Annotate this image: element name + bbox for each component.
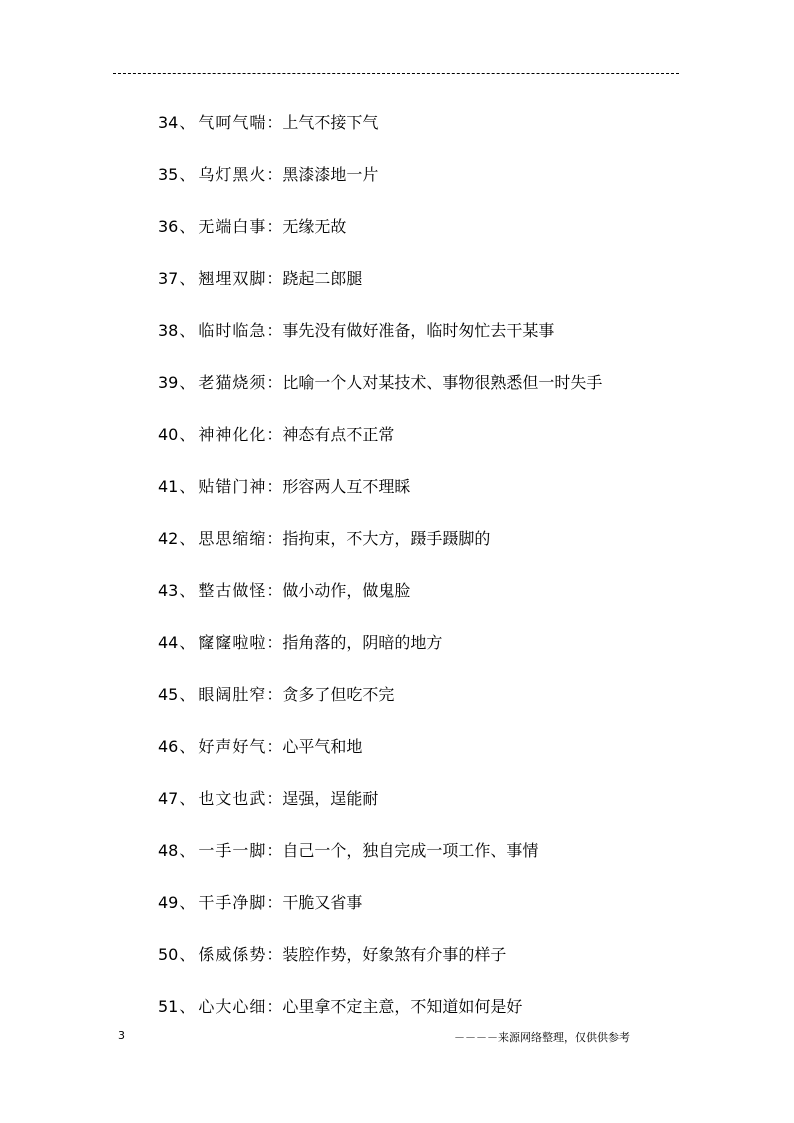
entry-definition: 逞强，逞能耐 [282, 789, 379, 808]
list-item [158, 679, 602, 731]
entry-separator: 、 [179, 373, 196, 392]
entry-colon: ： [266, 997, 283, 1016]
entry-colon: ： [266, 165, 283, 184]
entry-number: 49 [158, 893, 179, 912]
entry-number: 42 [158, 529, 179, 548]
list-item [158, 471, 602, 523]
list-item [158, 367, 602, 419]
entry-separator: 、 [179, 789, 196, 808]
entry-colon: ： [266, 529, 283, 548]
entry-definition: 心平气和地 [282, 737, 363, 756]
entry-colon: ： [266, 945, 283, 964]
idiom-list [158, 107, 602, 1043]
entry-separator: 、 [179, 893, 196, 912]
entry-separator: 、 [179, 165, 196, 184]
entry-colon: ： [266, 737, 283, 756]
entry-definition: 黑漆漆地一片 [282, 165, 379, 184]
entry-term: 神神化化 [198, 425, 267, 444]
entry-definition: 事先没有做好准备，临时匆忙去干某事 [282, 321, 555, 340]
entry-separator: 、 [179, 425, 196, 444]
entry-number: 41 [158, 477, 179, 496]
list-item [158, 159, 602, 211]
entry-colon: ： [266, 581, 283, 600]
entry-colon: ： [266, 373, 283, 392]
entry-number: 48 [158, 841, 179, 860]
list-item [158, 419, 602, 471]
list-item [158, 575, 602, 627]
entry-colon: ： [266, 269, 283, 288]
entry-separator: 、 [179, 217, 196, 236]
entry-colon: ： [266, 425, 283, 444]
entry-separator: 、 [179, 997, 196, 1016]
entry-separator: 、 [179, 737, 196, 756]
entry-definition: 做小动作，做鬼脸 [282, 581, 411, 600]
entry-number: 39 [158, 373, 179, 392]
entry-separator: 、 [179, 685, 196, 704]
entry-term: 好声好气 [198, 737, 267, 756]
footer-source-note: －－－－来源网络整理，仅供供参考 [454, 1031, 630, 1044]
entry-term: 係威係势 [198, 945, 267, 964]
list-item [158, 783, 602, 835]
list-item [158, 939, 602, 991]
entry-number: 50 [158, 945, 179, 964]
entry-definition: 指角落的，阴暗的地方 [282, 633, 443, 652]
entry-number: 47 [158, 789, 179, 808]
entry-number: 43 [158, 581, 179, 600]
entry-colon: ： [266, 321, 283, 340]
entry-definition: 跷起二郎腿 [282, 269, 363, 288]
list-item [158, 627, 602, 679]
entry-term: 无端白事 [198, 217, 267, 236]
entry-separator: 、 [179, 321, 196, 340]
entry-colon: ： [266, 841, 283, 860]
entry-term: 翘埋双脚 [198, 269, 267, 288]
entry-number: 44 [158, 633, 179, 652]
page-number: 3 [118, 1029, 125, 1042]
entry-separator: 、 [179, 633, 196, 652]
entry-definition: 贪多了但吃不完 [282, 685, 395, 704]
entry-separator: 、 [179, 945, 196, 964]
entry-definition: 装腔作势，好象煞有介事的样子 [282, 945, 507, 964]
entry-definition: 自己一个，独自完成一项工作、事情 [282, 841, 539, 860]
entry-term: 一手一脚 [198, 841, 267, 860]
entry-separator: 、 [179, 269, 196, 288]
entry-term: 贴错门神 [198, 477, 267, 496]
entry-separator: 、 [179, 529, 196, 548]
entry-term: 干手净脚 [198, 893, 267, 912]
entry-definition: 比喻一个人对某技术、事物很熟悉但一时失手 [282, 373, 603, 392]
list-item [158, 887, 602, 939]
list-item [158, 263, 602, 315]
entry-separator: 、 [179, 581, 196, 600]
entry-term: 气呵气喘 [198, 113, 267, 132]
entry-colon: ： [266, 113, 283, 132]
entry-number: 46 [158, 737, 179, 756]
entry-term: 窿窿啦啦 [198, 633, 267, 652]
entry-separator: 、 [179, 841, 196, 860]
entry-colon: ： [266, 633, 283, 652]
entry-number: 38 [158, 321, 179, 340]
entry-definition: 心里拿不定主意，不知道如何是好 [282, 997, 523, 1016]
list-item [158, 107, 602, 159]
entry-term: 整古做怪 [198, 581, 267, 600]
entry-definition: 神态有点不正常 [282, 425, 395, 444]
entry-term: 眼阔肚窄 [198, 685, 267, 704]
entry-colon: ： [266, 893, 283, 912]
entry-colon: ： [266, 789, 283, 808]
entry-definition: 上气不接下气 [282, 113, 379, 132]
entry-colon: ： [266, 217, 283, 236]
list-item [158, 835, 602, 887]
list-item [158, 315, 602, 367]
entry-definition: 无缘无故 [282, 217, 347, 236]
entry-term: 老猫烧须 [198, 373, 267, 392]
entry-separator: 、 [179, 113, 196, 132]
header-dashed-rule [113, 73, 679, 74]
entry-number: 35 [158, 165, 179, 184]
list-item [158, 523, 602, 575]
entry-term: 临时临急 [198, 321, 267, 340]
entry-number: 45 [158, 685, 179, 704]
entry-number: 37 [158, 269, 179, 288]
entry-number: 40 [158, 425, 179, 444]
entry-separator: 、 [179, 477, 196, 496]
entry-number: 34 [158, 113, 179, 132]
entry-term: 乌灯黑火 [198, 165, 267, 184]
entry-term: 也文也武 [198, 789, 267, 808]
list-item [158, 731, 602, 783]
entry-number: 51 [158, 997, 179, 1016]
list-item [158, 211, 602, 263]
entry-definition: 干脆又省事 [282, 893, 363, 912]
entry-definition: 指拘束，不大方，蹑手蹑脚的 [282, 529, 491, 548]
entry-number: 36 [158, 217, 179, 236]
entry-term: 思思缩缩 [198, 529, 267, 548]
entry-term: 心大心细 [198, 997, 267, 1016]
entry-colon: ： [266, 685, 283, 704]
entry-definition: 形容两人互不理睬 [282, 477, 411, 496]
entry-colon: ： [266, 477, 283, 496]
